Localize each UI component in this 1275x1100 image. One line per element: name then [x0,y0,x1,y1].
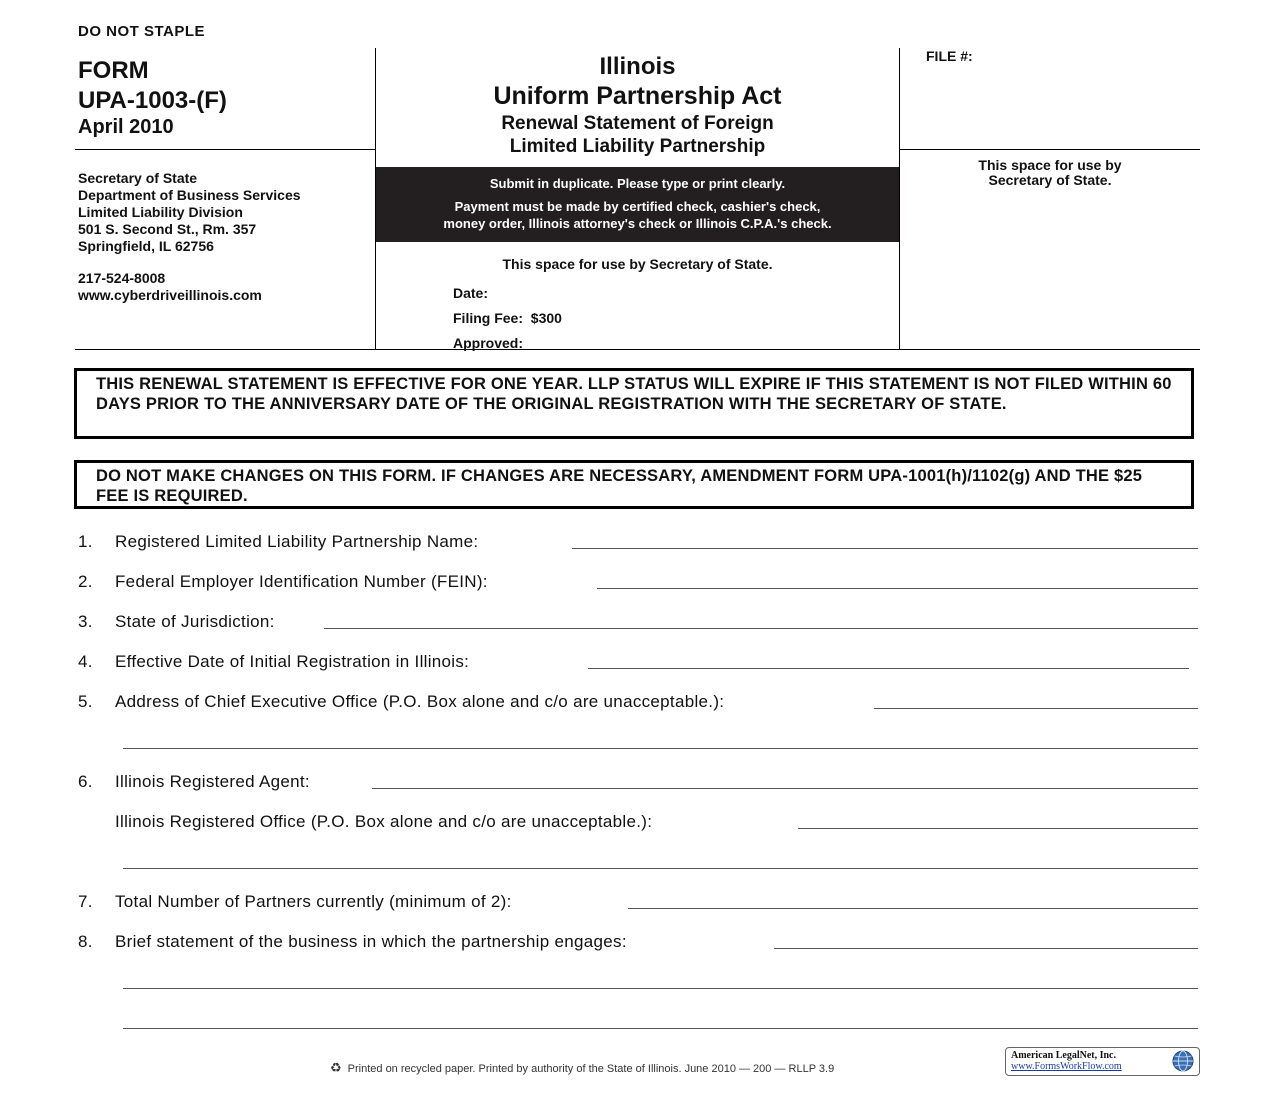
fein-field[interactable] [597,588,1198,589]
partners-count-label: Total Number of Partners currently (minimum of 2): [115,892,512,911]
state-title: Illinois [599,53,676,80]
question-number: 6. [78,772,93,791]
form-label: FORM [78,57,149,84]
changes-notice: DO NOT MAKE CHANGES ON THIS FORM. IF CHANGES ARE NECESSARY, AMENDMENT FORM UPA-1001(h)/1102(g) AND THE $25 FEE IS REQUIRED. [74,460,1194,509]
logo-name: American LegalNet, Inc. [1011,1050,1116,1061]
registered-office-label: Illinois Registered Office (P.O. Box alone and c/o are unacceptable.): [115,812,653,831]
registration-date-label: Effective Date of Initial Registration in Illinois: [115,652,470,671]
office-line: Limited Liability Division [78,204,243,220]
office-line: Secretary of State [78,170,198,186]
partnership-name-field[interactable] [572,548,1198,549]
registration-date-field[interactable] [588,668,1189,669]
form-number: UPA-1003-(F) [78,87,227,114]
form-date: April 2010 [78,116,174,138]
executive-office-field[interactable] [874,708,1198,709]
form-title [78,56,227,116]
business-statement-field[interactable] [774,948,1198,949]
sos-use-note [900,158,1200,188]
instructions-line: Payment must be made by certified check, cashier's check, [454,199,821,214]
question-number: 8. [78,932,93,951]
office-line: 501 S. Second St., Rm. 357 [78,221,257,237]
act-title: Uniform Partnership Act [493,82,782,110]
sos-use-note-line: Secretary of State. [988,172,1112,188]
question-number: 2. [78,572,93,591]
globe-icon [1171,1049,1195,1073]
logo-link[interactable]: www.FormsWorkFlow.com [1011,1061,1122,1072]
question-number: 7. [78,892,93,911]
registered-agent-label: Illinois Registered Agent: [115,772,310,791]
registered-office-field[interactable] [798,828,1198,829]
business-statement-field-continued[interactable] [123,988,1198,989]
header-left-rule [75,149,375,150]
approved-label: Approved: [453,335,523,351]
do-not-staple-notice: DO NOT STAPLE [78,23,206,40]
partners-count-field[interactable] [628,908,1198,909]
question-number: 4. [78,652,93,671]
business-statement-field-continued[interactable] [123,1028,1198,1029]
office-address [78,170,301,255]
american-legalnet-logo[interactable] [1005,1047,1200,1076]
question-number: 1. [78,532,93,551]
jurisdiction-label: State of Jurisdiction: [115,612,275,631]
registered-office-field-continued[interactable] [123,868,1198,869]
file-number-label: FILE #: [926,48,973,64]
filing-fee-value: $300 [530,310,562,326]
registered-agent-field[interactable] [372,788,1198,789]
business-statement-label: Brief statement of the business in which the partnership engages: [115,932,627,951]
header-divider-right [899,48,900,350]
footer-text: Printed on recycled paper. Printed by authority of the State of Illinois. June 2010 — 200 — RLLP 3.9 [347,1063,835,1075]
executive-office-label: Address of Chief Executive Office (P.O. Box alone and c/o are unacceptable.): [115,692,725,711]
instructions-box [376,167,899,242]
instructions-line: Submit in duplicate. Please type or print clearly. [489,176,786,191]
date-label: Date: [453,285,489,301]
payment-instructions [376,198,899,232]
recycle-icon: ♻ [330,1060,342,1075]
form-heading [377,52,898,158]
effective-notice: THIS RENEWAL STATEMENT IS EFFECTIVE FOR ONE YEAR. LLP STATUS WILL EXPIRE IF THIS STATEMENT IS NOT FILED WITHIN 60 DAYS PRIOR TO THE ANNIVERSARY DATE OF THE ORIGINAL REGISTRATION WITH THE SECRETARY OF STATE. [74,368,1194,439]
statement-title-line: Limited Liability Partnership [509,136,766,157]
sos-use-note-line: This space for use by [978,157,1122,173]
office-line: Department of Business Services [78,187,301,203]
fein-label: Federal Employer Identification Number (FEIN): [115,572,488,591]
header-bottom-rule [75,349,1200,350]
instructions-line: money order, Illinois attorney's check or Illinois C.P.A.'s check. [443,216,832,231]
sos-use-title: This space for use by Secretary of State. [502,256,773,272]
office-use-fields [453,281,562,356]
filing-fee-label: Filing Fee: [453,310,523,326]
header-right-rule [899,149,1200,150]
office-contact [78,270,262,304]
footer-note [330,1060,834,1076]
question-number: 5. [78,692,93,711]
statement-title-line: Renewal Statement of Foreign [501,113,774,134]
office-line: Springfield, IL 62756 [78,238,214,254]
filing-fee [453,306,562,331]
question-number: 3. [78,612,93,631]
jurisdiction-field[interactable] [324,628,1198,629]
partnership-name-label: Registered Limited Liability Partnership Name: [115,532,479,551]
office-phone: 217-524-8008 [78,270,166,286]
executive-office-field-continued[interactable] [123,748,1198,749]
office-website: www.cyberdriveillinois.com [78,287,262,303]
statement-title [377,112,898,158]
